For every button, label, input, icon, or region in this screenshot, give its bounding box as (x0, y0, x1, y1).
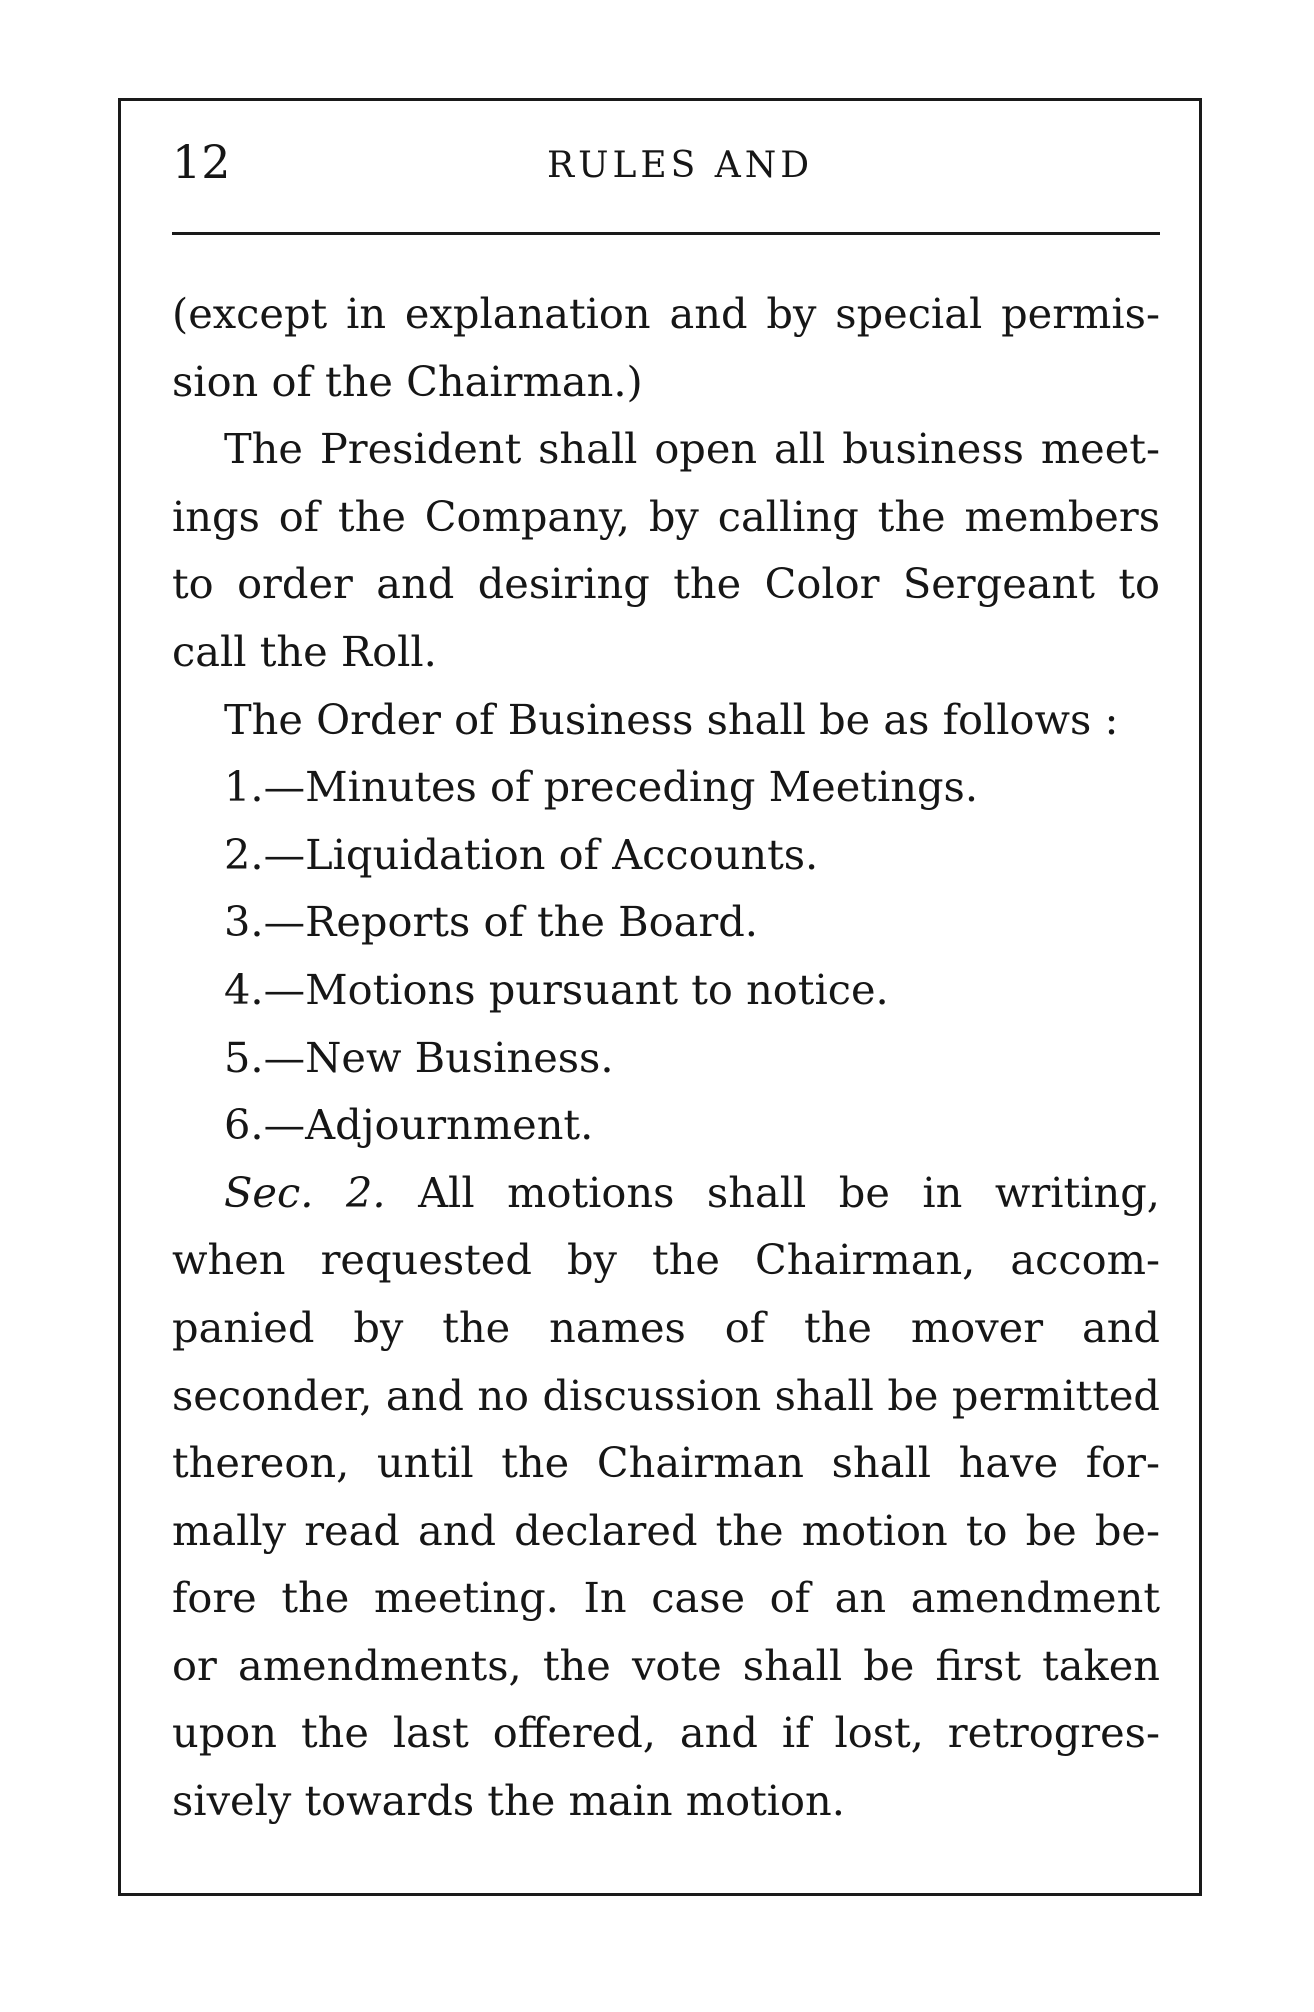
text-line: seconder, and no discussion shall be permitted (172, 1370, 1160, 1420)
order-intro: The Order of Business shall be as follows : (224, 694, 1119, 744)
text-line: thereon, until the Chairman shall have for- (172, 1438, 1160, 1488)
text-line: or amendments, the vote shall be first taken (172, 1640, 1160, 1690)
text-line: The President shall open all business meet- (224, 424, 1160, 474)
text-line: (except in explanation and by special permis- (172, 289, 1160, 338)
text-line: mally read and declared the motion to be be- (172, 1505, 1160, 1555)
text-line: fore the meeting. In case of an amendment (172, 1573, 1160, 1623)
continuation-paragraph (172, 280, 1160, 415)
list-item: 5.—New Business. (224, 1032, 614, 1082)
section-2-paragraph (172, 1159, 1160, 1835)
list-item: 6.—Adjournment. (224, 1100, 594, 1150)
text-line: upon the last offered, and if lost, retrogres- (172, 1708, 1160, 1758)
list-item: 4.—Motions pursuant to notice. (224, 964, 889, 1014)
text-line: panied by the names of the mover and (172, 1302, 1160, 1352)
list-item: 3.—Reports of the Board. (224, 897, 758, 947)
section-2-first-line-text: All motions shall be in writing, (418, 1167, 1160, 1217)
text-line: to order and desiring the Color Sergeant to (172, 559, 1160, 609)
list-item: 1.—Minutes of preceding Meetings. (224, 762, 979, 812)
section-label: Sec. 2. (224, 1167, 386, 1217)
page-number: 12 (172, 135, 231, 189)
running-title: RULES AND (547, 145, 814, 186)
page-body (172, 280, 1160, 1835)
text-line: sively towards the main motion. (172, 1776, 845, 1826)
president-paragraph (172, 415, 1160, 685)
text-line: when requested by the Chairman, accom- (172, 1235, 1160, 1285)
text-line: ings of the Company, by calling the members (172, 491, 1160, 541)
header-rule (172, 232, 1160, 235)
list-item: 2.—Liquidation of Accounts. (224, 829, 819, 879)
section-2-first-line (172, 1159, 1160, 1227)
text-line: call the Roll. (172, 626, 437, 676)
running-head (172, 132, 1158, 192)
text-line: sion of the Chairman.) (172, 356, 643, 406)
order-of-business (172, 686, 1160, 1159)
